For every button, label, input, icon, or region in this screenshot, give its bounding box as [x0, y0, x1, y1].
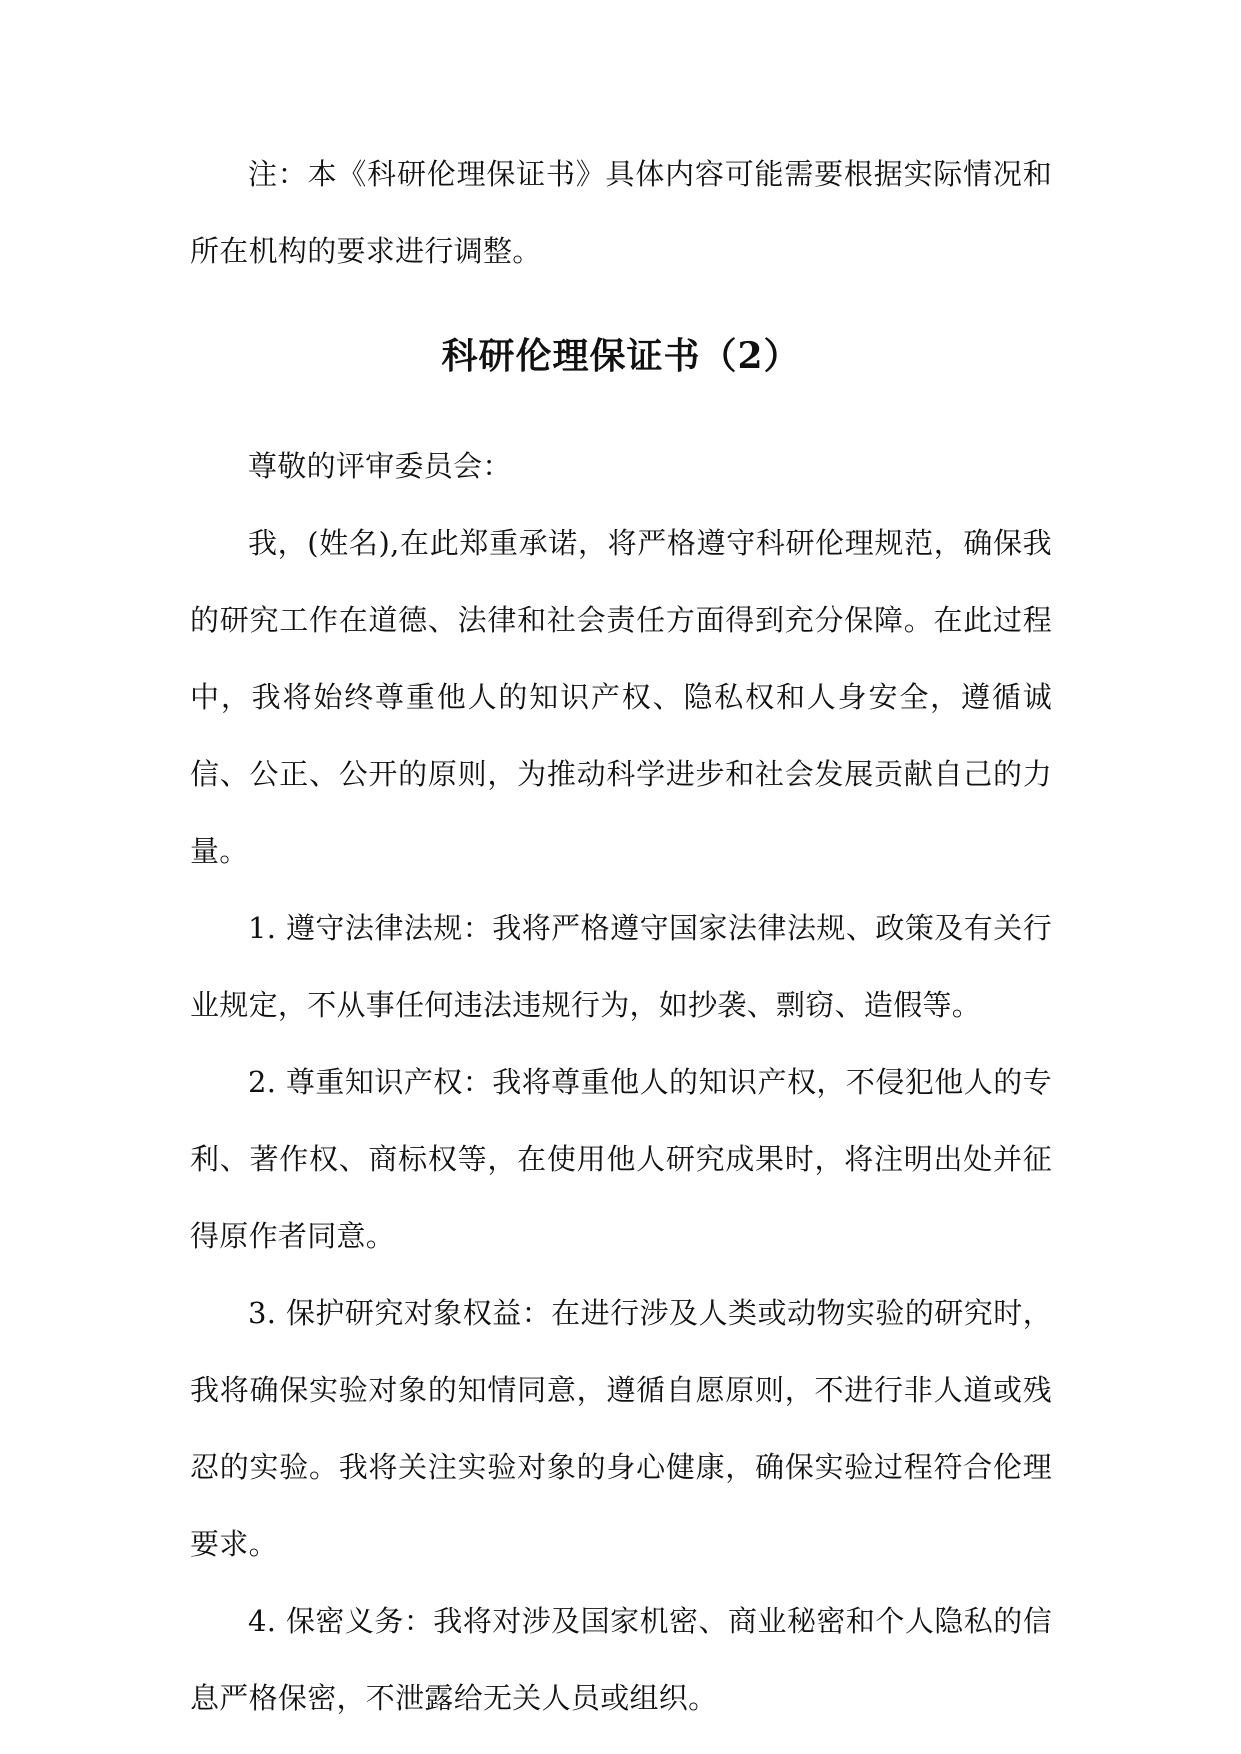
- document-title: 科研伦理保证书（2）: [441, 335, 801, 377]
- intro-paragraph: 我，(姓名),在此郑重承诺，将严格遵守科研伦理规范，确保我的研究工作在道德、法律和社会责任方面得到充分保障。在此过程中，我将始终尊重他人的知识产权、隐私权和人身安全，遵循诚信、公正、公开的原则，为推动科学进步和社会发展贡献自己的力量。: [190, 526, 1052, 868]
- pledge-item-4: 4. 保密义务：我将对涉及国家机密、商业秘密和个人隐私的信息严格保密，不泄露给无关人员或组织。: [190, 1604, 1052, 1715]
- pledge-item-2: 2. 尊重知识产权：我将尊重他人的知识产权，不侵犯他人的专利、著作权、商标权等，在使用他人研究成果时，将注明出处并征得原作者同意。: [190, 1065, 1052, 1253]
- pledge-item-1: 1. 遵守法律法规：我将严格遵守国家法律法规、政策及有关行业规定，不从事任何违法违规行为，如抄袭、剽窃、造假等。: [190, 911, 1052, 1022]
- document-body: [190, 136, 1052, 1737]
- salutation-paragraph: 尊敬的评审委员会：: [248, 449, 512, 483]
- pledge-item-3: 3. 保护研究对象权益：在进行涉及人类或动物实验的研究时，我将确保实验对象的知情同意，遵循自愿原则，不进行非人道或残忍的实验。我将关注实验对象的身心健康，确保实验过程符合伦理要求。: [190, 1296, 1052, 1561]
- note-paragraph: 注：本《科研伦理保证书》具体内容可能需要根据实际情况和所在机构的要求进行调整。: [190, 157, 1052, 268]
